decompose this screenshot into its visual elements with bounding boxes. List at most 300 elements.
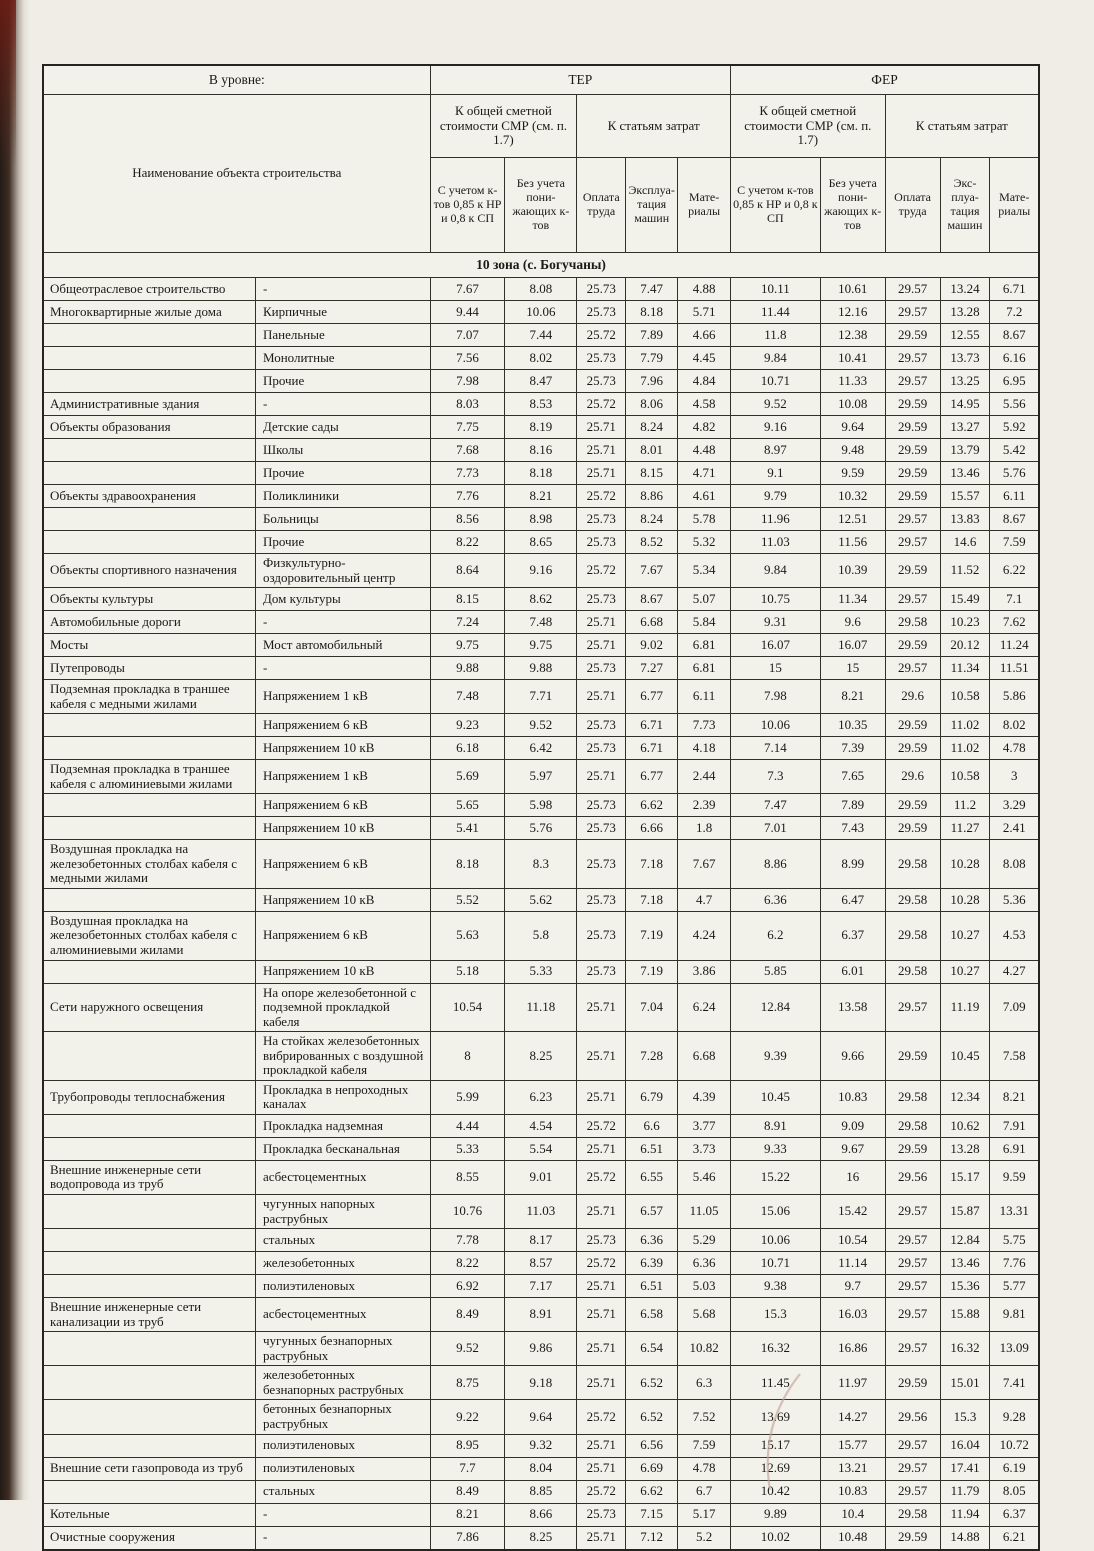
- value-cell: 7.07: [430, 324, 505, 347]
- table-row: [43, 611, 1039, 634]
- value-cell: 13.69: [731, 1400, 821, 1434]
- value-cell: 13.28: [940, 301, 990, 324]
- subtype-cell: чугунных безнапорных раструбных: [255, 1332, 430, 1366]
- value-cell: 7.58: [990, 1032, 1039, 1081]
- value-cell: 11.18: [505, 983, 577, 1032]
- value-cell: 16.07: [731, 634, 821, 657]
- table-row: [43, 1298, 1039, 1332]
- value-cell: 5.68: [678, 1298, 731, 1332]
- value-cell: 13.83: [940, 508, 990, 531]
- subtype-cell: Мост автомобильный: [255, 634, 430, 657]
- category-cell: [43, 1366, 255, 1400]
- category-cell: Общеотраслевое строительство: [43, 278, 255, 301]
- value-cell: 6.36: [626, 1229, 678, 1252]
- value-cell: 6.71: [626, 714, 678, 737]
- value-cell: 25.73: [577, 714, 626, 737]
- subtype-cell: Напряжением 6 кВ: [255, 911, 430, 960]
- value-cell: 8.64: [430, 554, 505, 588]
- category-cell: Подземная прокладка в траншее кабеля с медными жилами: [43, 680, 255, 714]
- value-cell: 25.71: [577, 634, 626, 657]
- value-cell: 4.82: [678, 416, 731, 439]
- value-cell: 7.3: [731, 760, 821, 794]
- category-cell: [43, 324, 255, 347]
- value-cell: 8.98: [505, 508, 577, 531]
- scan-edge-artifact: [0, 0, 30, 1500]
- value-cell: 11.34: [940, 657, 990, 680]
- value-cell: 10.11: [731, 278, 821, 301]
- value-cell: 7.09: [990, 983, 1039, 1032]
- table-row: [43, 1400, 1039, 1434]
- value-cell: 25.72: [577, 1480, 626, 1503]
- value-cell: 5.76: [990, 462, 1039, 485]
- value-cell: 6.6: [626, 1114, 678, 1137]
- value-cell: 8.24: [626, 508, 678, 531]
- subtype-cell: железобетонных: [255, 1252, 430, 1275]
- value-cell: 5.33: [430, 1137, 505, 1160]
- subtype-cell: стальных: [255, 1480, 430, 1503]
- value-cell: 8.91: [731, 1114, 821, 1137]
- value-cell: 17.41: [940, 1457, 990, 1480]
- value-cell: 7.79: [626, 347, 678, 370]
- table-row: [43, 588, 1039, 611]
- table-row: [43, 1503, 1039, 1526]
- category-cell: [43, 1275, 255, 1298]
- table-row: [43, 1195, 1039, 1229]
- value-cell: 10.4: [820, 1503, 885, 1526]
- value-cell: 29.58: [885, 1114, 940, 1137]
- value-cell: 15: [820, 657, 885, 680]
- value-cell: 3.86: [678, 960, 731, 983]
- value-cell: 1.8: [678, 817, 731, 840]
- value-cell: 11.02: [940, 737, 990, 760]
- value-cell: 13.46: [940, 462, 990, 485]
- value-cell: 11.79: [940, 1480, 990, 1503]
- value-cell: 6.92: [430, 1275, 505, 1298]
- table-row: [43, 888, 1039, 911]
- subtype-cell: -: [255, 611, 430, 634]
- value-cell: 10.48: [820, 1526, 885, 1550]
- value-cell: 10.28: [940, 840, 990, 889]
- name-column-header: Наименование объекта строительства: [43, 95, 430, 253]
- fer-col-materials-header: Материалы: [990, 158, 1039, 253]
- value-cell: 29.58: [885, 840, 940, 889]
- category-cell: [43, 960, 255, 983]
- value-cell: 2.41: [990, 817, 1039, 840]
- category-cell: [43, 1400, 255, 1434]
- value-cell: 9.18: [505, 1366, 577, 1400]
- value-cell: 29.59: [885, 393, 940, 416]
- table-row: [43, 1275, 1039, 1298]
- value-cell: 11.94: [940, 1503, 990, 1526]
- value-cell: 8.55: [430, 1160, 505, 1194]
- value-cell: 7.96: [626, 370, 678, 393]
- table-row: [43, 278, 1039, 301]
- value-cell: 7.14: [731, 737, 821, 760]
- category-cell: [43, 1252, 255, 1275]
- value-cell: 5.97: [505, 760, 577, 794]
- category-cell: [43, 439, 255, 462]
- value-cell: 10.02: [731, 1526, 821, 1550]
- value-cell: 13.27: [940, 416, 990, 439]
- value-cell: 16.86: [820, 1332, 885, 1366]
- value-cell: 4.27: [990, 960, 1039, 983]
- subtype-cell: Напряжением 10 кВ: [255, 817, 430, 840]
- subtype-cell: Напряжением 6 кВ: [255, 714, 430, 737]
- value-cell: 15.36: [940, 1275, 990, 1298]
- value-cell: 4.88: [678, 278, 731, 301]
- value-cell: 8.17: [505, 1229, 577, 1252]
- category-cell: [43, 1434, 255, 1457]
- value-cell: 8.95: [430, 1434, 505, 1457]
- value-cell: 25.71: [577, 1032, 626, 1081]
- value-cell: 5.29: [678, 1229, 731, 1252]
- table-row: [43, 1457, 1039, 1480]
- value-cell: 6.16: [990, 347, 1039, 370]
- ter-col-labor-header: Оплата труда: [577, 158, 626, 253]
- value-cell: 25.73: [577, 278, 626, 301]
- value-cell: 29.59: [885, 794, 940, 817]
- value-cell: 8.24: [626, 416, 678, 439]
- value-cell: 8.21: [820, 680, 885, 714]
- value-cell: 5.07: [678, 588, 731, 611]
- value-cell: 10.39: [820, 554, 885, 588]
- value-cell: 6.37: [820, 911, 885, 960]
- category-cell: [43, 817, 255, 840]
- fer-col-without-header: Без учета понижающих к-тов: [820, 158, 885, 253]
- value-cell: 29.59: [885, 817, 940, 840]
- value-cell: 11.52: [940, 554, 990, 588]
- value-cell: 25.71: [577, 1366, 626, 1400]
- zone-title: 10 зона (с. Богучаны): [43, 253, 1039, 278]
- value-cell: 8.67: [626, 588, 678, 611]
- value-cell: 10.32: [820, 485, 885, 508]
- value-cell: 25.71: [577, 983, 626, 1032]
- value-cell: 29.57: [885, 1480, 940, 1503]
- ter-col-materials-header: Материалы: [678, 158, 731, 253]
- value-cell: 29.58: [885, 888, 940, 911]
- subtype-cell: Детские сады: [255, 416, 430, 439]
- value-cell: 7.75: [430, 416, 505, 439]
- category-cell: Котельные: [43, 1503, 255, 1526]
- subtype-cell: -: [255, 278, 430, 301]
- table-row: [43, 324, 1039, 347]
- value-cell: 9.88: [505, 657, 577, 680]
- value-cell: 6.71: [990, 278, 1039, 301]
- value-cell: 6.19: [990, 1457, 1039, 1480]
- value-cell: 7.04: [626, 983, 678, 1032]
- value-cell: 5.33: [505, 960, 577, 983]
- value-cell: 9.52: [731, 393, 821, 416]
- value-cell: 12.38: [820, 324, 885, 347]
- value-cell: 9.75: [505, 634, 577, 657]
- value-cell: 7.47: [731, 794, 821, 817]
- value-cell: 6.2: [731, 911, 821, 960]
- value-cell: 9.02: [626, 634, 678, 657]
- value-cell: 8.65: [505, 531, 577, 554]
- value-cell: 7.76: [990, 1252, 1039, 1275]
- value-cell: 4.7: [678, 888, 731, 911]
- category-cell: [43, 370, 255, 393]
- table-row: [43, 960, 1039, 983]
- value-cell: 5.92: [990, 416, 1039, 439]
- subtype-cell: Больницы: [255, 508, 430, 531]
- value-cell: 9.1: [731, 462, 821, 485]
- value-cell: 10.76: [430, 1195, 505, 1229]
- value-cell: 10.71: [731, 1252, 821, 1275]
- value-cell: 11.8: [731, 324, 821, 347]
- value-cell: 8.49: [430, 1298, 505, 1332]
- value-cell: 8.18: [430, 840, 505, 889]
- value-cell: 10.23: [940, 611, 990, 634]
- value-cell: 6.69: [626, 1457, 678, 1480]
- value-cell: 7.67: [678, 840, 731, 889]
- subtype-cell: Монолитные: [255, 347, 430, 370]
- value-cell: 10.58: [940, 680, 990, 714]
- coefficients-table-wrap: [42, 64, 1040, 1551]
- value-cell: 4.66: [678, 324, 731, 347]
- value-cell: 25.73: [577, 1229, 626, 1252]
- value-cell: 8.85: [505, 1480, 577, 1503]
- value-cell: 7.52: [678, 1400, 731, 1434]
- value-cell: 6.68: [678, 1032, 731, 1081]
- value-cell: 10.61: [820, 278, 885, 301]
- pencil-mark-artifact: [700, 1370, 830, 1495]
- value-cell: 7.1: [990, 588, 1039, 611]
- value-cell: 5.2: [678, 1526, 731, 1550]
- value-cell: 15.57: [940, 485, 990, 508]
- table-row: [43, 714, 1039, 737]
- subtype-cell: Прокладка в непроходных каналах: [255, 1080, 430, 1114]
- value-cell: 8.52: [626, 531, 678, 554]
- value-cell: 4.84: [678, 370, 731, 393]
- value-cell: 25.72: [577, 485, 626, 508]
- value-cell: 11.34: [820, 588, 885, 611]
- value-cell: 8.18: [626, 301, 678, 324]
- value-cell: 29.59: [885, 1366, 940, 1400]
- table-row: [43, 911, 1039, 960]
- subtype-cell: -: [255, 657, 430, 680]
- value-cell: 9.59: [820, 462, 885, 485]
- value-cell: 9.79: [731, 485, 821, 508]
- value-cell: 7.17: [505, 1275, 577, 1298]
- value-cell: 3.73: [678, 1137, 731, 1160]
- value-cell: 5.32: [678, 531, 731, 554]
- subtype-cell: -: [255, 1503, 430, 1526]
- value-cell: 15: [731, 657, 821, 680]
- value-cell: 29.57: [885, 1229, 940, 1252]
- value-cell: 6.55: [626, 1160, 678, 1194]
- value-cell: 9.64: [820, 416, 885, 439]
- value-cell: 14.88: [940, 1526, 990, 1550]
- value-cell: 25.71: [577, 1298, 626, 1332]
- value-cell: 6.36: [678, 1252, 731, 1275]
- value-cell: 13.31: [990, 1195, 1039, 1229]
- value-cell: 8.15: [430, 588, 505, 611]
- table-row: [43, 760, 1039, 794]
- value-cell: 6.51: [626, 1137, 678, 1160]
- table-row: [43, 1252, 1039, 1275]
- value-cell: 13.46: [940, 1252, 990, 1275]
- value-cell: 29.57: [885, 278, 940, 301]
- value-cell: 9.86: [505, 1332, 577, 1366]
- value-cell: 29.57: [885, 531, 940, 554]
- value-cell: 29.58: [885, 1080, 940, 1114]
- value-cell: 8.47: [505, 370, 577, 393]
- value-cell: 6.37: [990, 1503, 1039, 1526]
- value-cell: 12.16: [820, 301, 885, 324]
- value-cell: 5.98: [505, 794, 577, 817]
- table-row: [43, 1032, 1039, 1081]
- value-cell: 9.66: [820, 1032, 885, 1081]
- subtype-cell: асбестоцементных: [255, 1160, 430, 1194]
- value-cell: 9.33: [731, 1137, 821, 1160]
- value-cell: 8.16: [505, 439, 577, 462]
- value-cell: 8.02: [505, 347, 577, 370]
- table-row: [43, 1526, 1039, 1550]
- value-cell: 29.58: [885, 960, 940, 983]
- table-row: [43, 840, 1039, 889]
- value-cell: 29.59: [885, 1137, 940, 1160]
- table-row: [43, 1080, 1039, 1114]
- value-cell: 10.75: [731, 588, 821, 611]
- value-cell: 10.41: [820, 347, 885, 370]
- value-cell: 5.65: [430, 794, 505, 817]
- value-cell: 13.24: [940, 278, 990, 301]
- table-row: [43, 554, 1039, 588]
- table-row: [43, 1114, 1039, 1137]
- value-cell: 9.88: [430, 657, 505, 680]
- subtype-cell: Поликлиники: [255, 485, 430, 508]
- table-row: [43, 983, 1039, 1032]
- value-cell: 11.2: [940, 794, 990, 817]
- value-cell: 5.17: [678, 1503, 731, 1526]
- value-cell: 25.71: [577, 1457, 626, 1480]
- value-cell: 16.32: [940, 1332, 990, 1366]
- value-cell: 13.28: [940, 1137, 990, 1160]
- value-cell: 15.17: [940, 1160, 990, 1194]
- value-cell: 7.59: [990, 531, 1039, 554]
- value-cell: 16.04: [940, 1434, 990, 1457]
- category-cell: [43, 1332, 255, 1366]
- value-cell: 7.01: [731, 817, 821, 840]
- subtype-cell: стальных: [255, 1229, 430, 1252]
- value-cell: 13.79: [940, 439, 990, 462]
- value-cell: 6.7: [678, 1480, 731, 1503]
- value-cell: 9.52: [430, 1332, 505, 1366]
- subtype-cell: полиэтиленовых: [255, 1457, 430, 1480]
- value-cell: 7.24: [430, 611, 505, 634]
- value-cell: 7.18: [626, 840, 678, 889]
- value-cell: 9.59: [990, 1160, 1039, 1194]
- value-cell: 7.91: [990, 1114, 1039, 1137]
- value-cell: 12.84: [940, 1229, 990, 1252]
- table-row: [43, 1434, 1039, 1457]
- value-cell: 16: [820, 1160, 885, 1194]
- value-cell: 16.07: [820, 634, 885, 657]
- value-cell: 13.21: [820, 1457, 885, 1480]
- ter-col-machines-header: Эксплуатация машин: [626, 158, 678, 253]
- subtype-cell: Напряжением 1 кВ: [255, 760, 430, 794]
- category-cell: Трубопроводы теплоснабжения: [43, 1080, 255, 1114]
- value-cell: 9.31: [731, 611, 821, 634]
- value-cell: 9.64: [505, 1400, 577, 1434]
- value-cell: 4.18: [678, 737, 731, 760]
- value-cell: 4.61: [678, 485, 731, 508]
- value-cell: 4.71: [678, 462, 731, 485]
- subtype-cell: Напряжением 1 кВ: [255, 680, 430, 714]
- subtype-cell: асбестоцементных: [255, 1298, 430, 1332]
- value-cell: 10.06: [731, 1229, 821, 1252]
- value-cell: 9.52: [505, 714, 577, 737]
- value-cell: 25.73: [577, 1503, 626, 1526]
- value-cell: 11.45: [731, 1366, 821, 1400]
- value-cell: 10.45: [731, 1080, 821, 1114]
- value-cell: 12.34: [940, 1080, 990, 1114]
- value-cell: 13.25: [940, 370, 990, 393]
- value-cell: 12.55: [940, 324, 990, 347]
- value-cell: 5.85: [731, 960, 821, 983]
- value-cell: 8.56: [430, 508, 505, 531]
- value-cell: 11.03: [731, 531, 821, 554]
- value-cell: 8.08: [505, 278, 577, 301]
- value-cell: 9.32: [505, 1434, 577, 1457]
- value-cell: 5.76: [505, 817, 577, 840]
- value-cell: 5.56: [990, 393, 1039, 416]
- table-row: [43, 657, 1039, 680]
- value-cell: 13.58: [820, 983, 885, 1032]
- value-cell: 8.06: [626, 393, 678, 416]
- value-cell: 6.52: [626, 1366, 678, 1400]
- value-cell: 15.06: [731, 1195, 821, 1229]
- category-cell: [43, 1032, 255, 1081]
- value-cell: 25.71: [577, 416, 626, 439]
- value-cell: 5.71: [678, 301, 731, 324]
- subtype-cell: -: [255, 393, 430, 416]
- table-row: [43, 1332, 1039, 1366]
- value-cell: 4.44: [430, 1114, 505, 1137]
- value-cell: 25.72: [577, 1400, 626, 1434]
- value-cell: 29.58: [885, 611, 940, 634]
- value-cell: 11.27: [940, 817, 990, 840]
- value-cell: 9.01: [505, 1160, 577, 1194]
- table-row: [43, 1137, 1039, 1160]
- value-cell: 10.54: [430, 983, 505, 1032]
- table-row: [43, 1160, 1039, 1194]
- value-cell: 8: [430, 1032, 505, 1081]
- value-cell: 7.2: [990, 301, 1039, 324]
- value-cell: 6.56: [626, 1434, 678, 1457]
- value-cell: 10.72: [990, 1434, 1039, 1457]
- value-cell: 7.67: [626, 554, 678, 588]
- fer-header: ФЕР: [731, 65, 1039, 95]
- value-cell: 25.73: [577, 508, 626, 531]
- category-cell: Административные здания: [43, 393, 255, 416]
- fer-smr-group-header: К общей сметной стоимости СМР (см. п. 1.7): [731, 95, 886, 158]
- value-cell: 7.89: [820, 794, 885, 817]
- value-cell: 7.19: [626, 960, 678, 983]
- value-cell: 11.19: [940, 983, 990, 1032]
- value-cell: 5.18: [430, 960, 505, 983]
- table-row: [43, 485, 1039, 508]
- value-cell: 7.86: [430, 1526, 505, 1550]
- value-cell: 6.71: [626, 737, 678, 760]
- value-cell: 29.57: [885, 1457, 940, 1480]
- value-cell: 15.22: [731, 1160, 821, 1194]
- value-cell: 25.73: [577, 588, 626, 611]
- value-cell: 15.17: [731, 1434, 821, 1457]
- value-cell: 25.73: [577, 794, 626, 817]
- value-cell: 9.22: [430, 1400, 505, 1434]
